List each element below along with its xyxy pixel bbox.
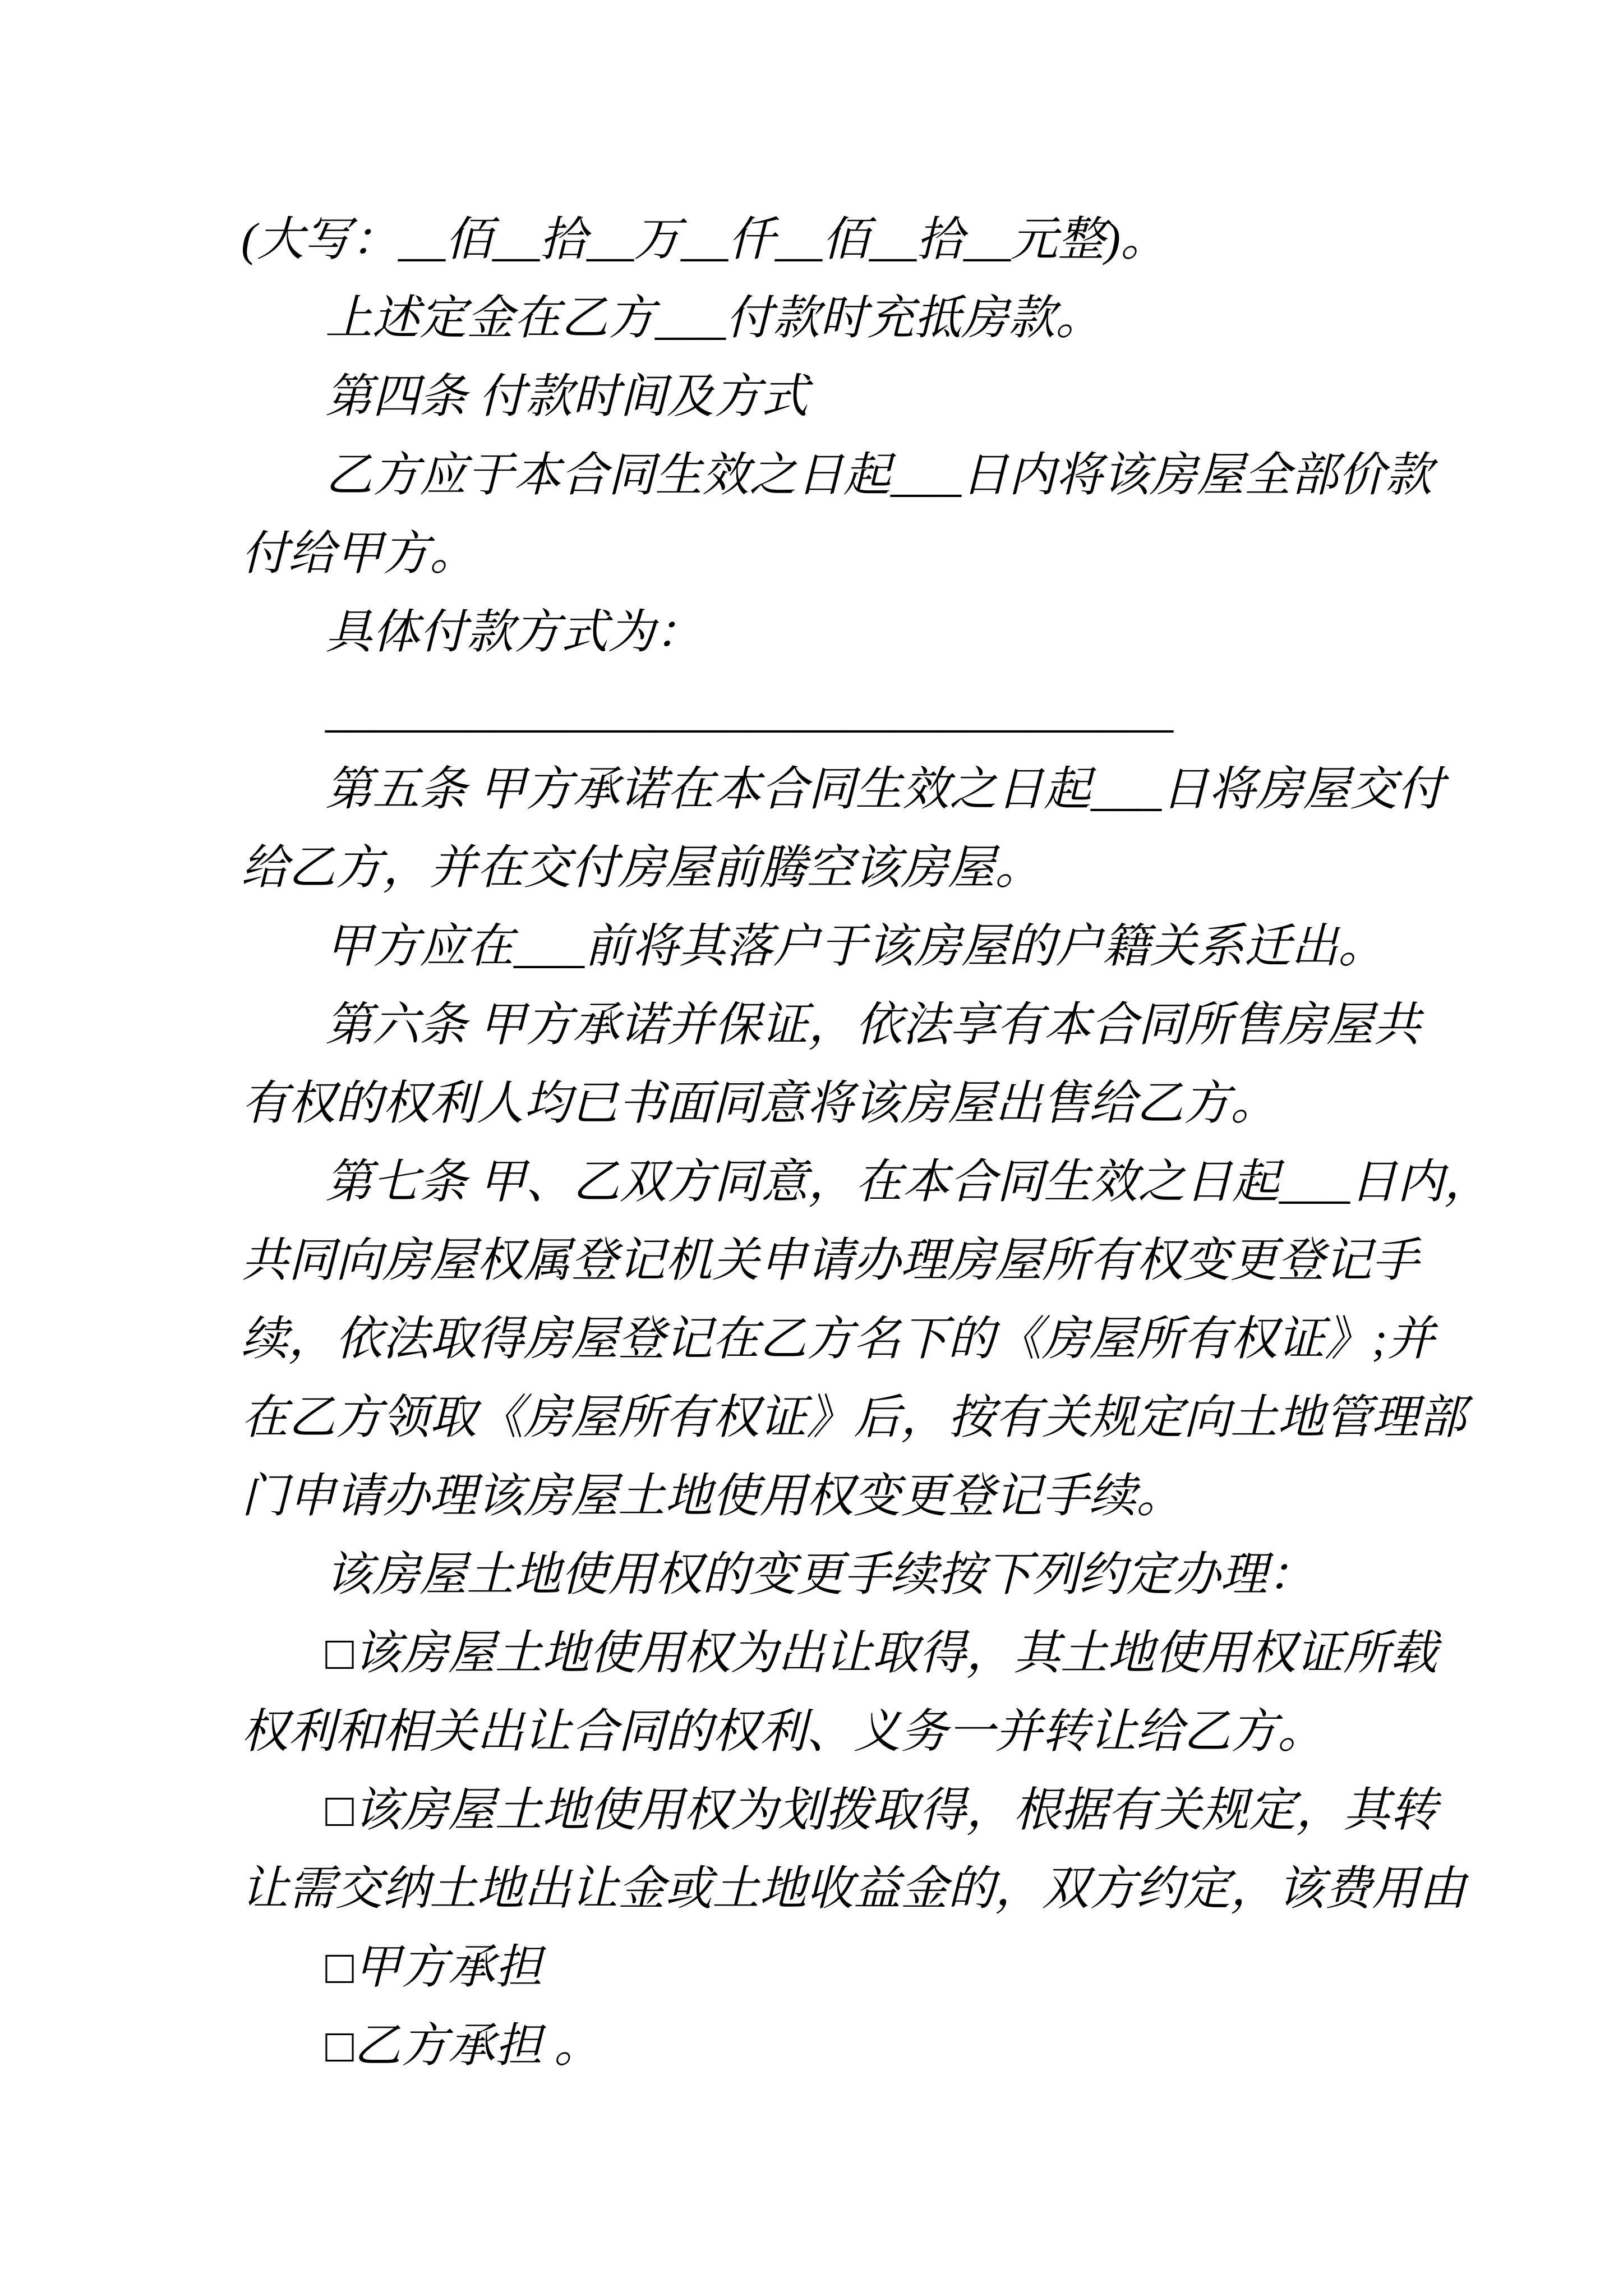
line-option-party-a-bears-fee [241,1929,1385,2007]
line-payment-deadline-continued: 付给甲方。 [241,528,477,580]
checkbox-icon[interactable]: □ [325,1941,354,1994]
contract-text-block [241,201,1492,2086]
line-land-use-right-change-intro: 该房屋土地使用权的变更手续按下列约定办理： [325,1549,1315,1601]
line-article-7-registration-continued-2: 续，依法取得房屋登记在乙方名下的《房屋所有权证》;并 [241,1313,1435,1365]
line-article-7-registration-continued-3: 在乙方领取《房屋所有权证》后，按有关规定向土地管理部 [241,1392,1467,1444]
line-article-5-house-delivery: 第五条 甲方承诺在本合同生效之日起___日将房屋交付 [325,763,1445,816]
line-option-granted-land-use-right [241,1614,1437,1693]
line-amount-in-words: (大写：__佰__拾__万__仟__佰__拾__元整)。 [241,214,1168,266]
heading-article-4-payment-time-method: 第四条 付款时间及方式 [325,371,809,423]
option-party-b-text: 乙方承担 。 [353,2020,601,2072]
line-payment-deadline: 乙方应于本合同生效之日起___日内将该房屋全部价款 [325,449,1433,501]
line-option-party-b-bears-fee [241,2007,1385,2086]
line-option-granted-land-continued: 权利和相关出让合同的权利、义务一并转让给乙方。 [241,1706,1325,1758]
line-payment-method-label: 具体付款方式为： [325,606,703,659]
line-option-allocated-land-use-right [241,1772,1437,1850]
checkbox-icon[interactable]: □ [325,2020,354,2072]
line-article-6-co-owner-guarantee: 第六条 甲方承诺并保证，依法享有本合同所售房屋共 [325,999,1421,1051]
checkbox-icon[interactable]: □ [325,1627,354,1680]
checkbox-icon[interactable]: □ [325,1784,354,1837]
option-allocated-land-text: 该房屋土地使用权为划拨取得，根据有关规定，其转 [353,1784,1437,1837]
line-article-5-house-delivery-continued: 给乙方，并在交付房屋前腾空该房屋。 [241,842,1043,894]
line-article-6-co-owner-guarantee-continued: 有权的权利人均已书面同意将该房屋出售给乙方。 [241,1078,1278,1130]
line-article-7-registration-continued-1: 共同向房屋权属登记机关申请办理房屋所有权变更登记手 [241,1235,1419,1287]
option-granted-land-text: 该房屋土地使用权为出让取得，其土地使用权证所载 [353,1627,1437,1680]
line-deposit-applied-to-price: 上述定金在乙方___付款时充抵房款。 [325,292,1103,344]
line-article-7-ownership-registration: 第七条 甲、乙双方同意，在本合同生效之日起___日内， [325,1156,1492,1208]
line-payment-method-blank: ____________________________________ [325,685,1173,737]
line-article-7-registration-continued-4: 门申请办理该房屋土地使用权变更登记手续。 [241,1470,1184,1522]
line-household-registration-moveout: 甲方应在___前将其落户于该房屋的户籍关系迁出。 [325,921,1386,973]
line-option-allocated-land-continued: 让需交纳土地出让金或土地收益金的，双方约定，该费用由 [241,1863,1467,1915]
option-party-a-text: 甲方承担 [353,1941,542,1994]
